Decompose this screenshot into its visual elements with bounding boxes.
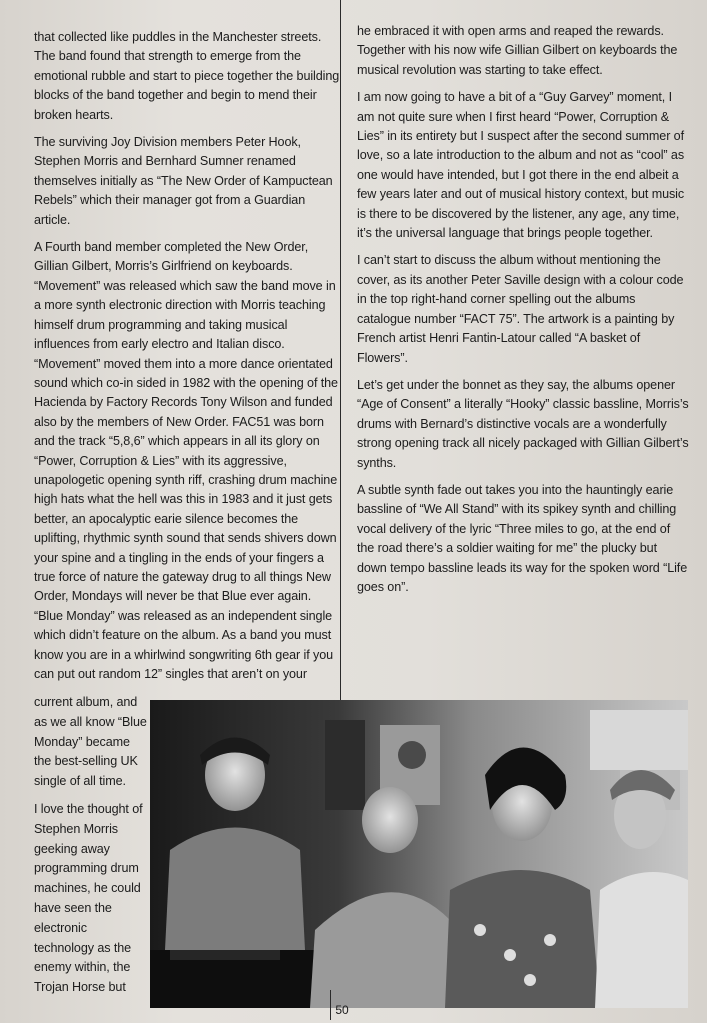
right-paragraph-4: Let’s get under the bonnet as they say, the albums opener “Age of Consent” a literally “Hooky” classic bassline, Morris’s drums with Bernard’s distinctive vocals are a wonderfully strong opening track all nicely packaged with Gillian Gilbert’s synths. [357, 377, 689, 470]
page-number: 50 [335, 1003, 349, 1017]
band-photo [150, 700, 688, 1008]
left-text-column [34, 28, 340, 692]
right-text-column [357, 22, 689, 605]
right-paragraph-5: A subtle synth fade out takes you into the hauntingly earie bassline of “We All Stand” with its spikey synth and chilling vocal delivery of the lyric “Three miles to go, at the end of the road there’s a soldier waiting for me” the plucky but down tempo bassline leads its way for the spoken word “Life goes on”. [357, 482, 688, 594]
right-paragraph-2: I am now going to have a bit of a “Guy Garvey” moment, I am not quite sure when I first heard “Power, Corruption & Lies” in its entirety but I suspect after the second summer of love, so a late introduction to the album and not as “cool” as one would have intended, but I got there in the end albeit a few years later and out of musical history context, but music is there to be discovered by the listener, any age, any time, it’s the universal language that brings people together. [357, 90, 685, 241]
left-paragraph-3: A Fourth band member completed the New Order, Gillian Gilbert, Morris’s Girlfriend on keyboards. “Movement” was released which saw the band move in a more synth electronic direction with Morris teaching himself drum programming and taking musical influences from early electro and Italian disco. “Movement” moved them into a more dance orientated sound which co-in sided in 1982 with the opening of the Hacienda by Factory Records Tony Wilson and funded also by the members of New Order. FAC51 was born and the track “5,8,6” which appears in all its glory on “Power, Corruption & Lies” with its aggressive, unapologetic opening synth riff, crashing drum machine high hats what the hell was this in 1983 and it just gets better, an apocalyptic earie silence becomes the uplifting, rhythmic synth sound that sends shivers down your spine and a tingling in the ends of your fingers a true force of nature the gateway drug to all things New Order, Mondays will never be that Blue ever again. “Blue Monday” was released as an independent single which didn’t feature on the album. As a band you must know you are in a whirlwind songwriting 6th gear if you can put out random 12” singles that aren’t on your [34, 240, 338, 681]
narrow-text-column [34, 693, 149, 1006]
left-paragraph-2: The surviving Joy Division members Peter Hook, Stephen Morris and Bernhard Sumner renamed themselves initially as “The New Order of Kampuctean Rebels” which their manager got from a Guardian article. [34, 135, 333, 227]
narrow-paragraph-2: I love the thought of Stephen Morris geeking away programming drum machines, he could have seen the electronic technology as the enemy within, the Trojan Horse but [34, 801, 143, 995]
narrow-paragraph-1: current album, and as we all know “Blue Monday” became the best-selling UK single of all time. [34, 695, 147, 789]
left-paragraph-1: that collected like puddles in the Manchester streets. The band found that strength to emerge from the emotional rubble and start to piece together the building blocks of the band together and begin to mend their broken hearts. [34, 30, 340, 122]
right-paragraph-3: I can’t start to discuss the album without mentioning the cover, as its another Peter Saville design with a colour code in the top right-hand corner spelling out the albums catalogue number “FACT 75”. The artwork is a painting by French artist Henri Fantin-Latour called “A basket of Flowers”. [357, 253, 684, 365]
column-divider [340, 0, 341, 705]
band-photo-icon [150, 700, 688, 1008]
right-paragraph-1: he embraced it with open arms and reaped the rewards. Together with his now wife Gillian Gilbert on keyboards the musical revolution was starting to take effect. [357, 24, 678, 77]
